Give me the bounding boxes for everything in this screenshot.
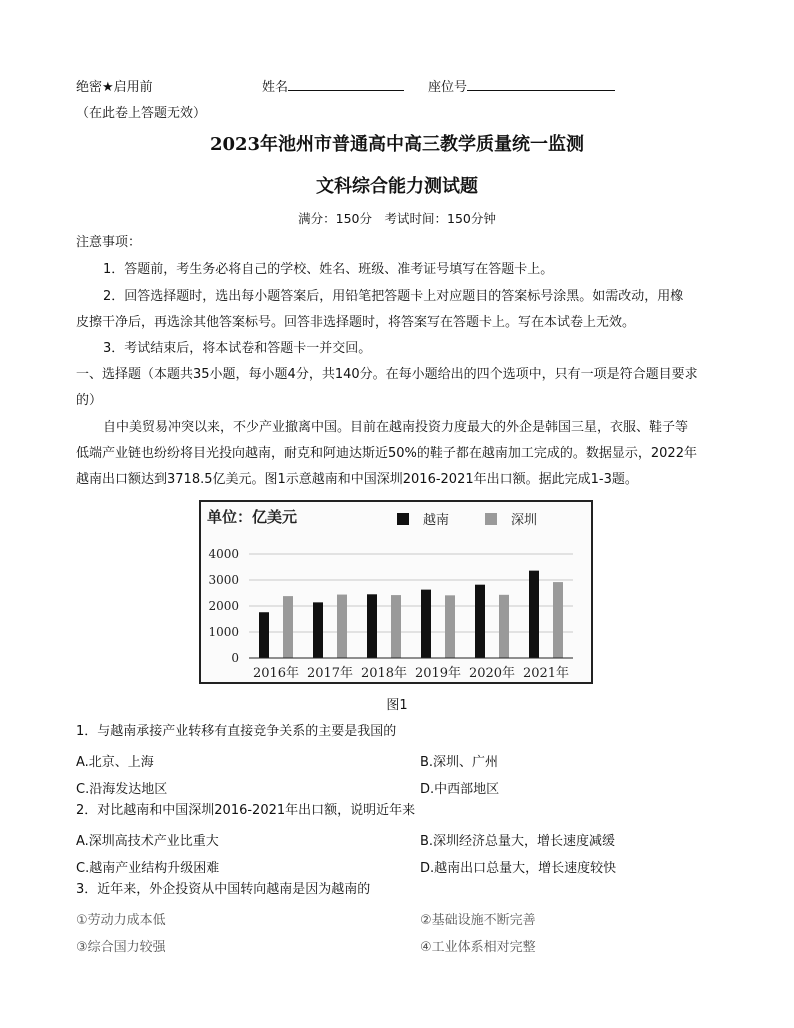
question-option[interactable]: B.深圳经济总量大，增长速度减缓 bbox=[420, 834, 616, 849]
figure-caption: 图1 bbox=[386, 698, 408, 713]
x-tick-label: 2016年 bbox=[252, 666, 300, 681]
question-stem: 1．与越南承接产业转移有直接竞争关系的主要是我国的 bbox=[76, 724, 397, 739]
y-tick-label: 2000 bbox=[208, 599, 239, 613]
passage-line: 低端产业链也纷纷将目光投向越南，耐克和阿迪达斯近50%的鞋子都在越南加工完成的。数据显示，2022年 bbox=[76, 446, 697, 461]
bar-shenzhen bbox=[283, 596, 293, 658]
chart-unit-label: 单位：亿美元 bbox=[207, 508, 298, 526]
question-option[interactable]: D.越南出口总量大，增长速度较快 bbox=[420, 861, 617, 876]
legend-label: 深圳 bbox=[511, 513, 538, 528]
notice-heading: 注意事项： bbox=[76, 235, 142, 250]
question-option[interactable]: ③综合国力较强 bbox=[76, 940, 166, 955]
question-option[interactable]: A.深圳高技术产业比重大 bbox=[76, 834, 219, 849]
notice-item-2: 2．回答选择题时，选出每小题答案后，用铅笔把答题卡上对应题目的答案标号涂黑。如需改动，用橡 bbox=[103, 289, 684, 304]
question-option[interactable]: D.中西部地区 bbox=[420, 782, 500, 797]
question-option[interactable]: ②基础设施不断完善 bbox=[420, 913, 536, 928]
secret-label: 绝密★启用前 bbox=[76, 80, 153, 95]
notice-item-2-cont: 皮擦干净后，再选涂其他答案标号。回答非选择题时，将答案写在答题卡上。写在本试卷上无效。 bbox=[76, 315, 636, 330]
x-tick-label: 2020年 bbox=[468, 666, 516, 681]
legend-label: 越南 bbox=[423, 513, 450, 528]
export-chart bbox=[199, 500, 593, 684]
name-blank[interactable] bbox=[288, 76, 404, 91]
exam-subtitle: 文科综合能力测试题 bbox=[316, 176, 478, 197]
bar-vietnam bbox=[421, 590, 431, 658]
exam-meta: 满分：150分 考试时间：150分钟 bbox=[298, 211, 496, 226]
x-tick-label: 2021年 bbox=[522, 666, 570, 681]
passage-line: 越南出口额达到3718.5亿美元。图1示意越南和中国深圳2016-2021年出口额。据此完成1-3题。 bbox=[76, 472, 638, 487]
name-field[interactable] bbox=[262, 76, 404, 95]
question-option[interactable]: A.北京、上海 bbox=[76, 755, 154, 770]
notice-item-1: 1．答题前，考生务必将自己的学校、姓名、班级、准考证号填写在答题卡上。 bbox=[103, 262, 554, 277]
y-tick-label: 3000 bbox=[208, 573, 239, 587]
bar-shenzhen bbox=[391, 595, 401, 658]
section-heading-cont: 的） bbox=[76, 393, 103, 408]
bar-vietnam bbox=[313, 602, 323, 658]
notice-item-3: 3．考试结束后，将本试卷和答题卡一并交回。 bbox=[103, 341, 372, 356]
question-stem: 3．近年来，外企投资从中国转向越南是因为越南的 bbox=[76, 882, 371, 897]
y-tick-label: 4000 bbox=[208, 547, 239, 561]
bar-vietnam bbox=[475, 585, 485, 658]
exam-title: 2023年池州市普通高中高三教学质量统一监测 bbox=[209, 134, 585, 155]
section-heading: 一、选择题（本题共35小题，每小题4分，共140分。在每小题给出的四个选项中，只有一项是符合题目要求 bbox=[76, 367, 698, 382]
answer-note: （在此卷上答题无效） bbox=[76, 106, 207, 121]
passage-line: 自中美贸易冲突以来，不少产业撤离中国。目前在越南投资力度最大的外企是韩国三星，衣服、鞋子等 bbox=[103, 420, 689, 435]
bar-shenzhen bbox=[553, 582, 563, 658]
question-option[interactable]: C.沿海发达地区 bbox=[76, 782, 168, 797]
bar-vietnam bbox=[367, 594, 377, 658]
x-tick-label: 2019年 bbox=[414, 666, 462, 681]
question-option[interactable]: C.越南产业结构升级困难 bbox=[76, 861, 220, 876]
y-tick-label: 1000 bbox=[208, 625, 239, 639]
legend-swatch bbox=[397, 513, 409, 525]
seat-field[interactable] bbox=[428, 76, 615, 95]
seat-blank[interactable] bbox=[467, 76, 615, 91]
bar-shenzhen bbox=[499, 595, 509, 658]
x-tick-label: 2018年 bbox=[360, 666, 408, 681]
seat-label: 座位号 bbox=[428, 80, 468, 95]
bar-vietnam bbox=[529, 571, 539, 658]
question-option[interactable]: B.深圳、广州 bbox=[420, 755, 499, 770]
question-option[interactable]: ④工业体系相对完整 bbox=[420, 940, 536, 955]
chart-svg bbox=[201, 502, 591, 682]
x-tick-label: 2017年 bbox=[306, 666, 354, 681]
bar-shenzhen bbox=[445, 595, 455, 658]
question-option[interactable]: ①劳动力成本低 bbox=[76, 913, 166, 928]
legend-swatch bbox=[485, 513, 497, 525]
bar-shenzhen bbox=[337, 595, 347, 658]
name-label: 姓名 bbox=[262, 80, 289, 95]
y-tick-label: 0 bbox=[231, 651, 239, 665]
question-stem: 2．对比越南和中国深圳2016-2021年出口额，说明近年来 bbox=[76, 803, 416, 818]
bar-vietnam bbox=[259, 612, 269, 658]
